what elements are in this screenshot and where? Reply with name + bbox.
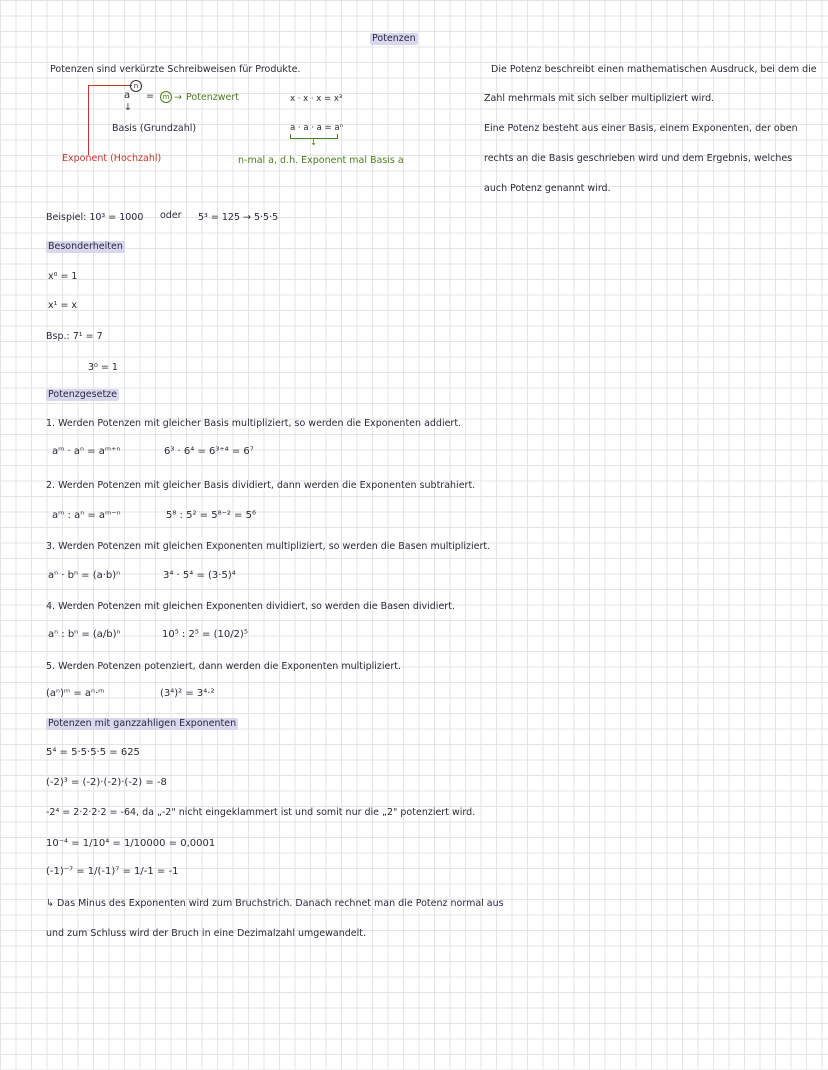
besonderheit-item: x¹ = x: [48, 300, 78, 311]
exponent-label: Exponent (Hochzahl): [62, 153, 162, 164]
exponent-arrow-line: [88, 85, 89, 155]
example-xxx: x · x · x = x³: [290, 94, 343, 104]
note-line: ↳ Das Minus des Exponenten wird zum Bruchstrich. Danach rechnet man die Potenz normal aus: [46, 898, 504, 909]
base-letter: a: [124, 90, 131, 101]
arrow-icon: →: [174, 92, 182, 103]
rule-example: (3⁴)² = 3⁴·²: [160, 688, 215, 699]
besonderheit-item: Bsp.: 7¹ = 7: [46, 331, 103, 342]
note-line: und zum Schluss wird der Bruch in eine Dezimalzahl umgewandelt.: [46, 928, 366, 939]
rule-text: 4. Werden Potenzen mit gleichen Exponenten dividiert, so werden die Basen dividiert.: [46, 601, 455, 612]
beispiel-text: Beispiel: 10³ = 1000: [46, 212, 144, 223]
ganzzahlig-line: -2⁴ = 2·2·2·2 = -64, da „-2" nicht eingeklammert ist und somit nur die „2" potenziert wird.: [46, 807, 476, 818]
rule-example: 5⁸ : 5² = 5⁸⁻² = 5⁶: [166, 510, 256, 521]
ganzzahlig-line: 5⁴ = 5·5·5·5 = 625: [46, 747, 140, 758]
potenzwert-label: Potenzwert: [186, 92, 240, 103]
rule-formula: aⁿ : bⁿ = (a/b)ⁿ: [48, 629, 121, 640]
rule-text: 3. Werden Potenzen mit gleichen Exponenten multipliziert, so werden die Basen multipliziert.: [46, 541, 491, 552]
rule-text: 2. Werden Potenzen mit gleicher Basis dividiert, dann werden die Exponenten subtrahiert.: [46, 480, 476, 491]
ganzzahlig-heading: Potenzen mit ganzzahligen Exponenten: [48, 718, 237, 729]
rule-formula: aᵐ · aⁿ = aᵐ⁺ⁿ: [52, 446, 121, 457]
beispiel-example: 5³ = 125 → 5·5·5: [198, 212, 279, 223]
side-text-line: Zahl mehrmals mit sich selber multipliziert wird.: [484, 93, 715, 104]
n-mal-label: n-mal a, d.h. Exponent mal Basis a: [238, 155, 404, 166]
rule-formula: aᵐ : aⁿ = aᵐ⁻ⁿ: [52, 510, 121, 521]
side-text-line: Die Potenz beschreibt einen mathematischen Ausdruck, bei dem die: [491, 64, 817, 75]
besonderheit-item: x⁰ = 1: [48, 271, 78, 282]
exponent-arrow-top: [88, 85, 132, 86]
rule-example: 3⁴ · 5⁴ = (3·5)⁴: [163, 570, 236, 581]
down-arrow-icon: ↓: [124, 102, 132, 113]
rule-text: 1. Werden Potenzen mit gleicher Basis multipliziert, so werden die Exponenten addiert.: [46, 418, 462, 429]
gesetze-heading: Potenzgesetze: [48, 389, 118, 400]
value-circle: m: [160, 91, 172, 103]
basis-label: Basis (Grundzahl): [112, 123, 197, 134]
beispiel-oder: oder: [160, 210, 182, 221]
besonderheit-item: 3⁰ = 1: [88, 362, 118, 373]
rule-example: 6³ · 6⁴ = 6³⁺⁴ = 6⁷: [164, 446, 254, 457]
besonderheiten-heading: Besonderheiten: [48, 241, 123, 252]
rule-text: 5. Werden Potenzen potenziert, dann werden die Exponenten multipliziert.: [46, 661, 402, 672]
exponent-circle: n: [130, 80, 142, 92]
intro-line: Potenzen sind verkürzte Schreibweisen für Produkte.: [50, 64, 301, 75]
page-title: Potenzen: [372, 33, 416, 44]
ganzzahlig-line: (-2)³ = (-2)·(-2)·(-2) = -8: [46, 777, 167, 788]
equals-sign: =: [146, 91, 154, 102]
brace-arrow-icon: ↓: [310, 138, 318, 148]
rule-example: 10⁵ : 2⁵ = (10/2)⁵: [162, 629, 248, 640]
ganzzahlig-line: 10⁻⁴ = 1/10⁴ = 1/10000 = 0,0001: [46, 838, 216, 849]
side-text-line: Eine Potenz besteht aus einer Basis, einem Exponenten, der oben: [484, 123, 798, 134]
rule-formula: aⁿ · bⁿ = (a·b)ⁿ: [48, 570, 121, 581]
rule-formula: (aⁿ)ᵐ = aⁿ·ᵐ: [46, 688, 105, 699]
side-text-line: auch Potenz genannt wird.: [484, 183, 611, 194]
ganzzahlig-line: (-1)⁻⁷ = 1/(-1)⁷ = 1/-1 = -1: [46, 866, 179, 877]
example-aaa: a · a · a = aⁿ: [290, 123, 343, 133]
side-text-line: rechts an die Basis geschrieben wird und dem Ergebnis, welches: [484, 153, 793, 164]
